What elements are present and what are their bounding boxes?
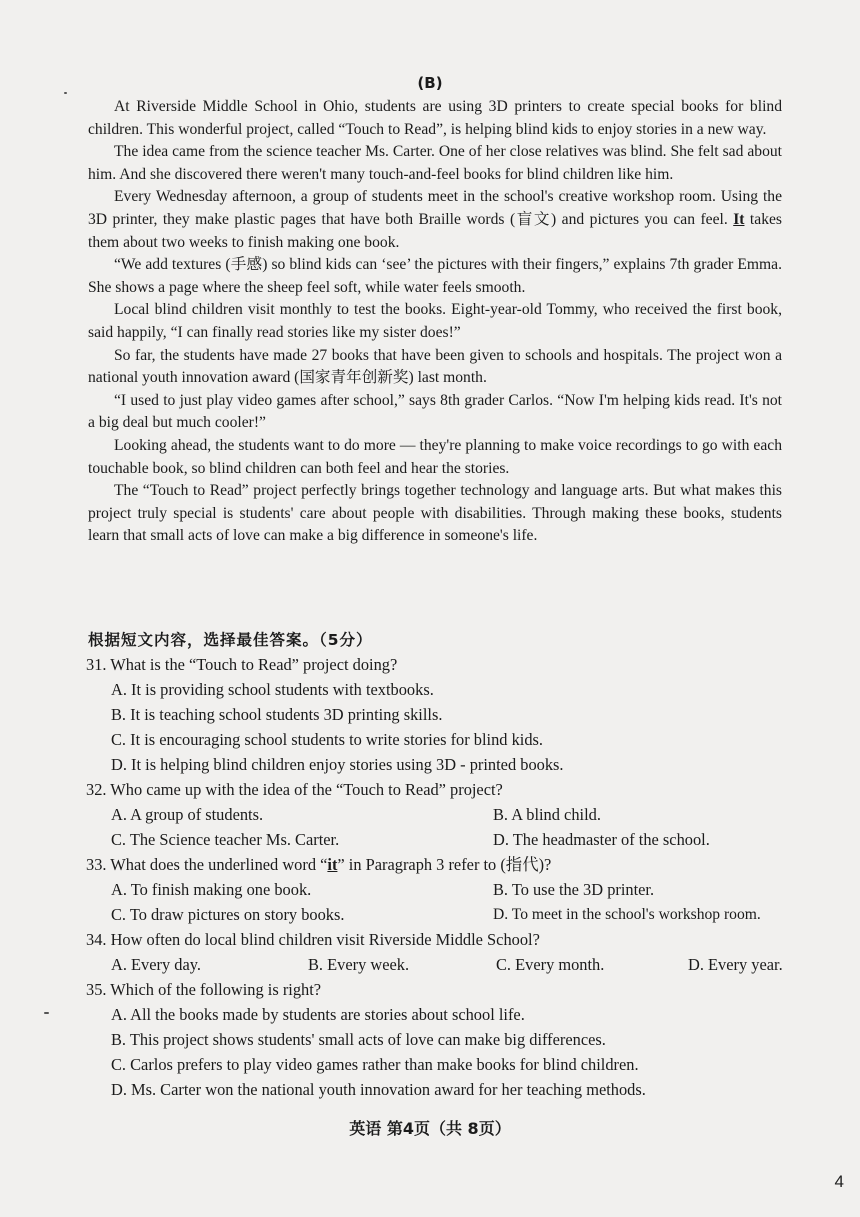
options-row	[86, 902, 806, 927]
scan-speck	[44, 1012, 49, 1014]
instruction: 根据短文内容，选择最佳答案。（5分）	[88, 631, 373, 649]
paragraph-4: “We add textures (手感) so blind kids can ‘see’ the pictures with their fingers,” explains 7th grader Emma. She shows a page where the sheep feel soft, while water feels smooth.	[88, 256, 782, 296]
underlined-word: It	[733, 210, 745, 228]
question-33	[86, 852, 806, 927]
option-b: B. To use the 3D printer.	[493, 880, 655, 899]
option-a: A. To finish making one book.	[111, 880, 312, 899]
paragraph-3	[88, 186, 782, 254]
option-a: A. A group of students.	[111, 805, 264, 824]
question-stem	[86, 852, 806, 877]
paragraph-8: Looking ahead, the students want to do more — they're planning to make voice recordings to go with each touchable book, so blind children can both feel and hear the stories.	[88, 436, 782, 477]
option-b: B. This project shows students' small acts of love can make big differences.	[111, 1030, 606, 1049]
option-c: C. To draw pictures on story books.	[111, 905, 345, 924]
options-row	[86, 802, 806, 827]
paragraph-6: So far, the students have made 27 books that have been given to schools and hospitals. The project won a national youth innovation award (国家青年创新奖) last month.	[88, 346, 782, 387]
option-c: C. Carlos prefers to play video games rather than make books for blind children.	[111, 1055, 639, 1074]
paragraph-3-text: Every Wednesday afternoon, a group of students meet in the school's creative workshop room. Using the 3D printer, they make plastic pages that have both Braille words (盲文) and pictures you can feel.	[88, 188, 782, 228]
stem-text: 33. What does the underlined word “	[86, 855, 328, 874]
question-stem: 35. Which of the following is right?	[86, 980, 322, 999]
paragraph-5: Local blind children visit monthly to test the books. Eight-year-old Tommy, who received the first book, said happily, “I can finally read stories like my sister does!”	[88, 301, 782, 341]
question-stem: 32. Who came up with the idea of the “Touch to Read” project?	[86, 780, 503, 799]
option-b: B. A blind child.	[493, 805, 601, 824]
option-b: B. Every week.	[308, 955, 410, 974]
option-d: D. Every year.	[688, 955, 783, 974]
question-31	[86, 652, 806, 777]
section-label: (B)	[417, 74, 443, 92]
option-b: B. It is teaching school students 3D printing skills.	[111, 705, 443, 724]
reading-passage	[88, 96, 782, 548]
scan-speck	[64, 92, 67, 94]
page-footer: 英语 第4页（共 8页）	[349, 1119, 511, 1138]
paragraph-2: The idea came from the science teacher Ms. Carter. One of her close relatives was blind. She felt sad about him. And she discovered there weren't many touch-and-feel books for blind children like him.	[88, 143, 782, 183]
paragraph-9: The “Touch to Read” project perfectly brings together technology and language arts. But what makes this project truly special is students' care about people with disabilities. Through making these books, students learn that small acts of love can make a big difference in someone's life.	[88, 482, 782, 545]
options-row	[86, 827, 806, 852]
question-list	[86, 652, 806, 1102]
question-stem: 31. What is the “Touch to Read” project doing?	[86, 655, 398, 674]
option-c: C. The Science teacher Ms. Carter.	[111, 830, 340, 849]
paragraph-1: At Riverside Middle School in Ohio, students are using 3D printers to create special books for blind children. This wonderful project, called “Touch to Read”, is helping blind kids to enjoy stories in a new way.	[88, 98, 782, 138]
option-c: C. It is encouraging school students to write stories for blind kids.	[111, 730, 544, 749]
question-stem: 34. How often do local blind children visit Riverside Middle School?	[86, 930, 540, 949]
question-32	[86, 777, 806, 852]
question-34	[86, 927, 806, 977]
option-d: D. Ms. Carter won the national youth innovation award for her teaching methods.	[111, 1080, 646, 1099]
option-d: D. The headmaster of the school.	[493, 830, 710, 849]
page-number: 4	[834, 1172, 844, 1191]
question-35	[86, 977, 806, 1102]
paragraph-7: “I used to just play video games after school,” says 8th grader Carlos. “Now I'm helping kids read. It's not a big deal but much cooler!”	[88, 391, 782, 432]
paragraph-3-tail: takes them about two weeks to finish making one book.	[88, 210, 782, 251]
option-a: A. Every day.	[111, 955, 201, 974]
option-d: D. It is helping blind children enjoy stories using 3D - printed books.	[111, 755, 564, 774]
option-d: D. To meet in the school's workshop room.	[493, 906, 761, 923]
stem-text-tail: ” in Paragraph 3 refer to (指代)?	[337, 855, 552, 874]
option-a: A. It is providing school students with textbooks.	[111, 680, 434, 699]
option-c: C. Every month.	[496, 955, 605, 974]
options-row	[86, 952, 806, 977]
options-row	[86, 877, 806, 902]
stem-underlined-word: it	[327, 855, 338, 874]
option-a: A. All the books made by students are stories about school life.	[111, 1005, 525, 1024]
